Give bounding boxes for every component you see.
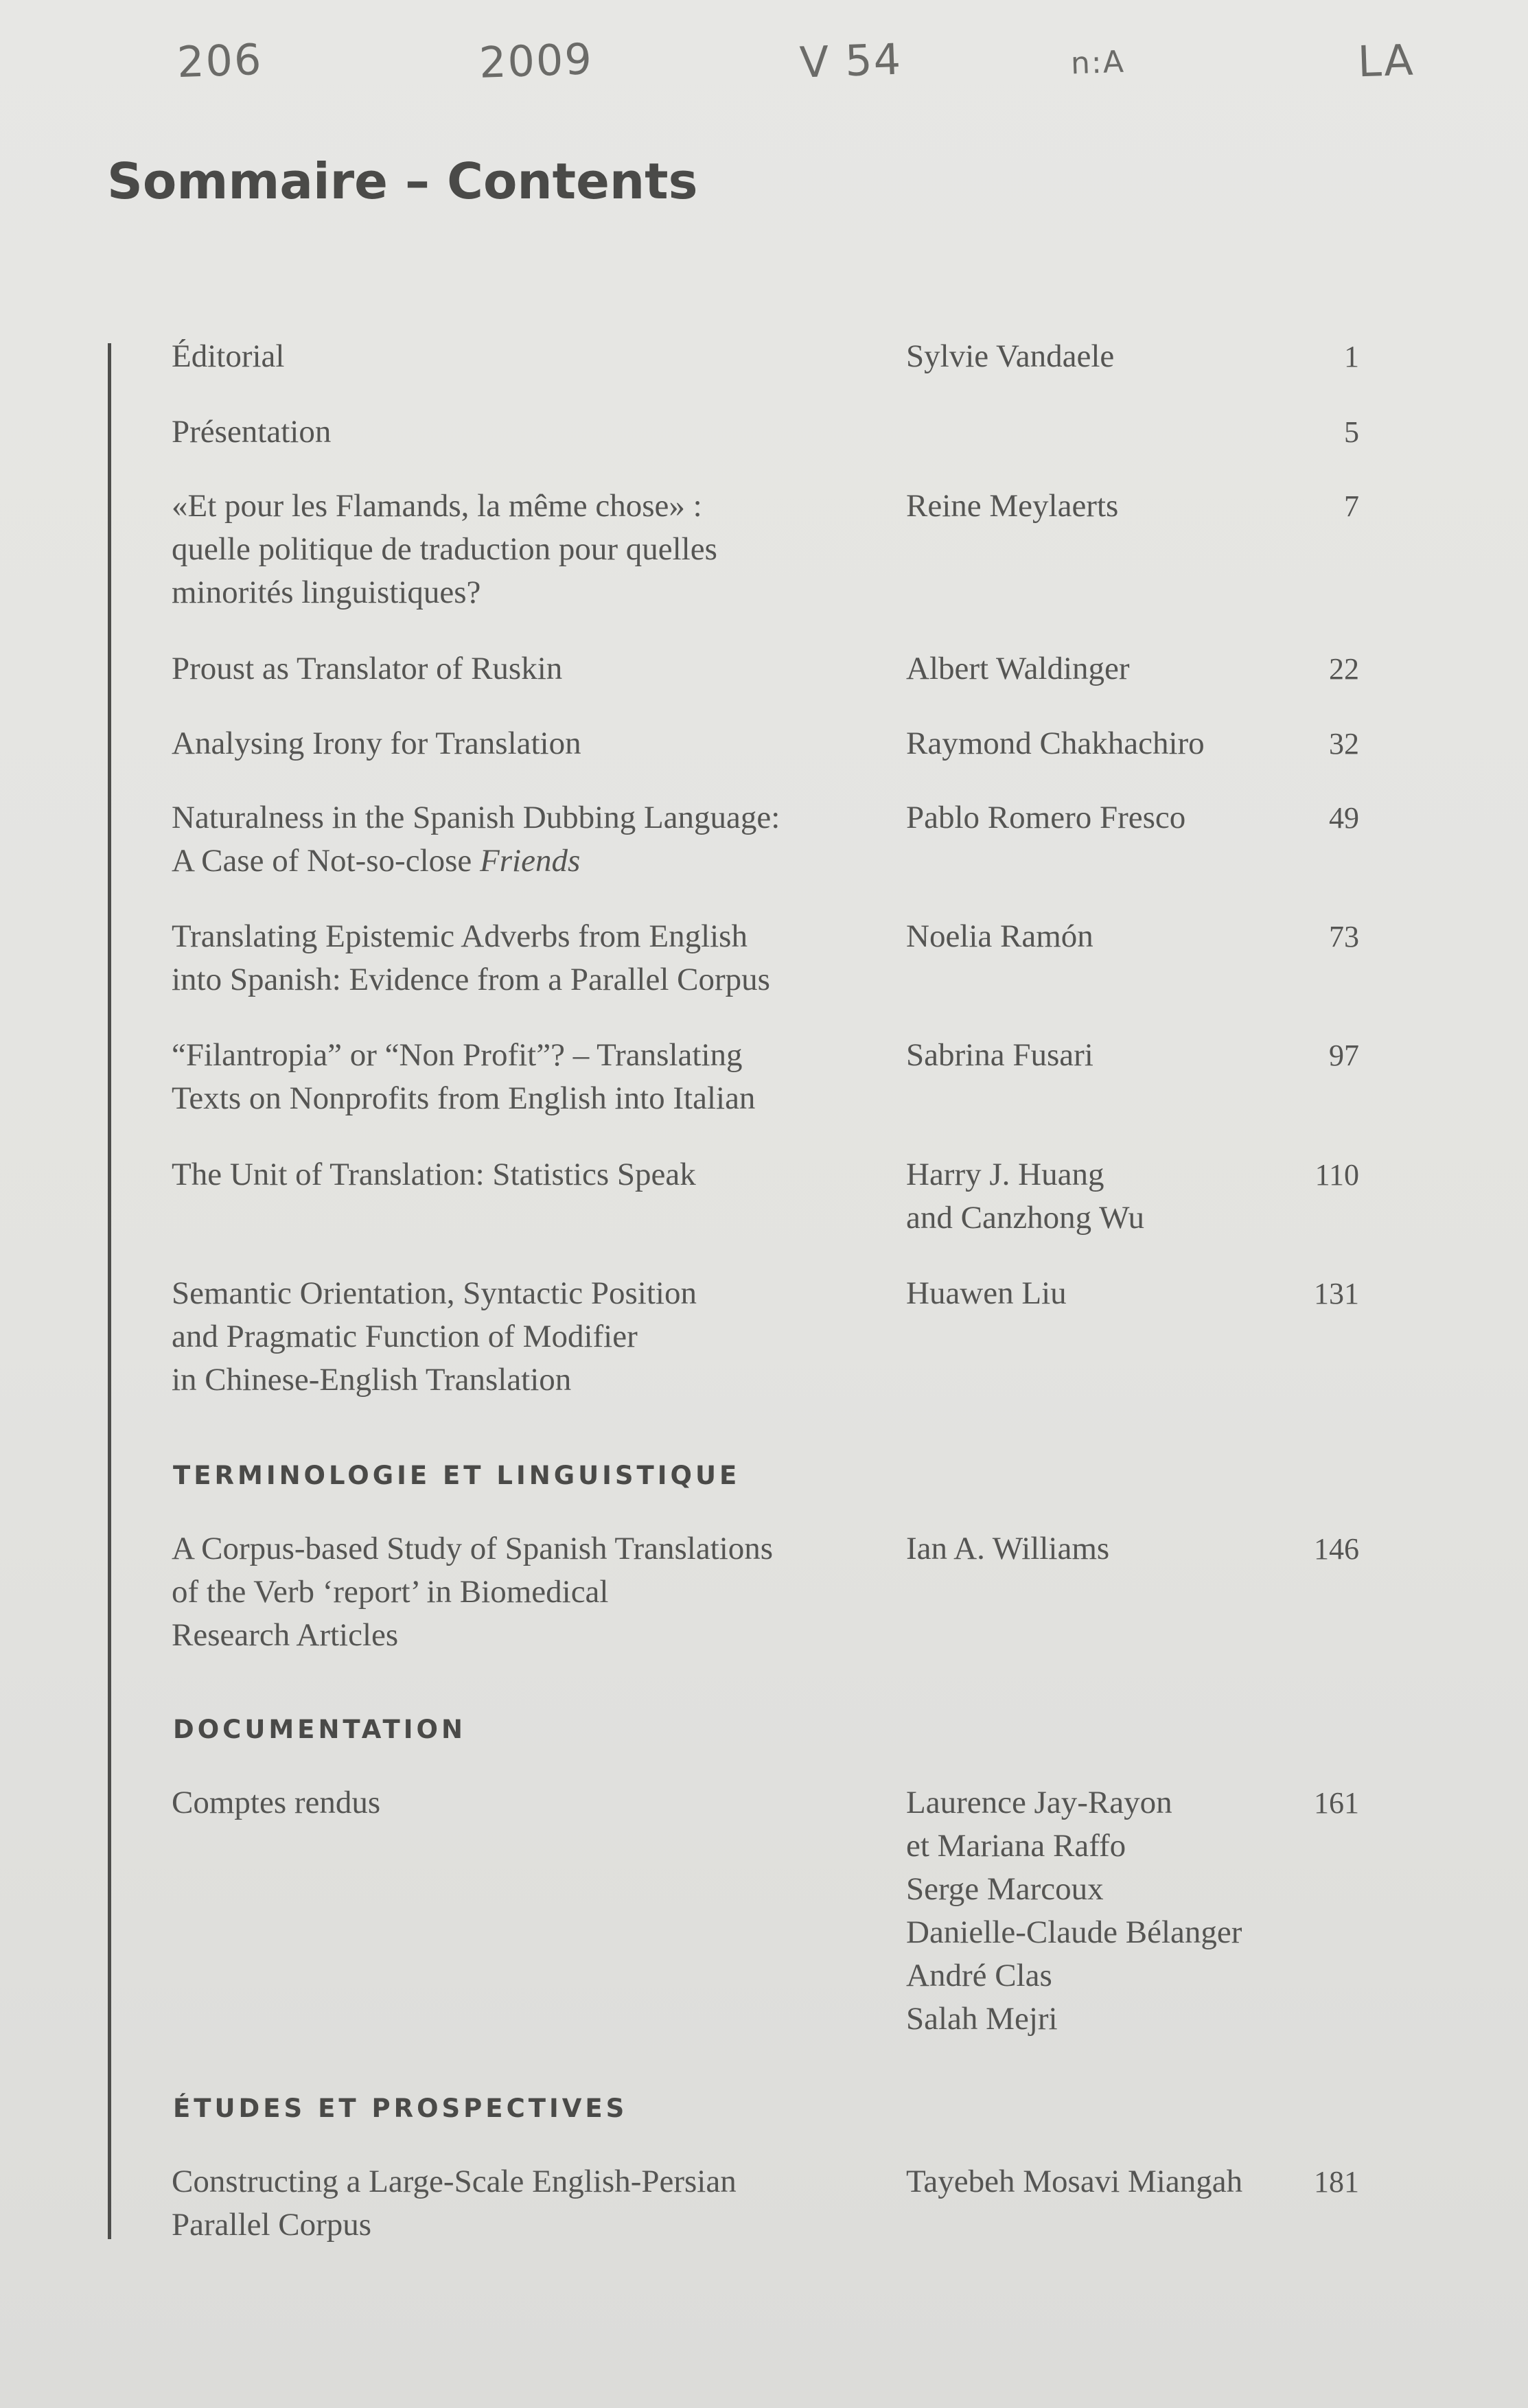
entry-authors xyxy=(906,335,1318,378)
author-name: Tayebeh Mosavi Miangah xyxy=(906,2164,1243,2199)
handwritten-mark: 2009 xyxy=(478,34,594,88)
page-number: 1 xyxy=(1344,340,1359,373)
entry-title-line: Éditorial xyxy=(172,338,285,374)
page-number: 32 xyxy=(1329,727,1359,761)
author-name: Sylvie Vandaele xyxy=(906,338,1115,374)
entry-authors xyxy=(906,1153,1318,1240)
entry-title-line: Analysing Irony for Translation xyxy=(172,726,581,761)
entry-title-line: minorités linguistiques? xyxy=(172,575,481,610)
entry-title-line: Présentation xyxy=(172,414,332,450)
author-name: Reine Meylaerts xyxy=(906,488,1119,524)
author-name: Ian A. Williams xyxy=(906,1531,1110,1566)
entry-title-line: The Unit of Translation: Statistics Speak xyxy=(172,1157,696,1192)
author-name: Harry J. Huang xyxy=(906,1157,1104,1192)
author-name: Pablo Romero Fresco xyxy=(906,800,1186,835)
page-number: 49 xyxy=(1329,801,1359,835)
entry-title-line: Parallel Corpus xyxy=(172,2207,372,2243)
entry-title xyxy=(172,1034,885,1120)
page-title: Sommaire – Contents xyxy=(107,152,698,210)
entry-title-line: «Et pour les Flamands, la même chose» : xyxy=(172,488,702,524)
section-heading-text: TERMINOLOGIE ET LINGUISTIQUE xyxy=(173,1461,741,1490)
entry-title-line: A Corpus-based Study of Spanish Translations xyxy=(172,1531,774,1566)
page-number: 161 xyxy=(1314,1786,1359,1820)
entry-authors xyxy=(906,915,1318,958)
author-name: Serge Marcoux xyxy=(906,1871,1104,1907)
entry-title-line: Texts on Nonprofits from English into Italian xyxy=(172,1080,756,1116)
entry-authors xyxy=(906,2160,1318,2203)
author-name: Laurence Jay-Rayon xyxy=(906,1785,1172,1820)
entry-authors xyxy=(906,1272,1318,1315)
entry-authors xyxy=(906,647,1318,691)
entry-title-line: Proust as Translator of Ruskin xyxy=(172,651,563,686)
entry-authors xyxy=(906,1034,1318,1077)
entry-title-line: into Spanish: Evidence from a Parallel Corpus xyxy=(172,962,770,997)
page-number: 7 xyxy=(1344,489,1359,523)
author-name: et Mariana Raffo xyxy=(906,1828,1126,1864)
page-number: 97 xyxy=(1329,1039,1359,1072)
handwritten-mark: V 54 xyxy=(798,34,903,88)
page-number: 131 xyxy=(1314,1277,1359,1310)
entry-authors xyxy=(906,722,1318,765)
entry-title-line: quelle politique de traduction pour quelles xyxy=(172,531,717,567)
entry-title-line: “Filantropia” or “Non Profit”? – Translating xyxy=(172,1037,743,1073)
entry-title-line: Comptes rendus xyxy=(172,1785,381,1820)
entry-title-line: A Case of Not-so-close Friends xyxy=(172,843,581,879)
entry-title-line: Translating Epistemic Adverbs from English xyxy=(172,918,748,954)
author-name: Noelia Ramón xyxy=(906,918,1093,954)
page-number: 73 xyxy=(1329,920,1359,953)
entry-title xyxy=(172,1272,885,1402)
page-number: 5 xyxy=(1344,415,1359,449)
author-name: and Canzhong Wu xyxy=(906,1200,1145,1236)
entry-title xyxy=(172,335,885,378)
entry-title-line: Research Articles xyxy=(172,1617,399,1653)
entry-title-line: and Pragmatic Function of Modifier xyxy=(172,1319,638,1354)
handwritten-mark: 206 xyxy=(176,34,264,88)
author-name: Huawen Liu xyxy=(906,1275,1067,1311)
page-number: 181 xyxy=(1314,2165,1359,2199)
entry-title xyxy=(172,915,885,1002)
entry-title-line: in Chinese-English Translation xyxy=(172,1362,572,1398)
entry-authors xyxy=(906,1527,1318,1571)
entry-authors xyxy=(906,485,1318,528)
entry-authors xyxy=(906,1781,1318,2041)
handwritten-mark: LA xyxy=(1356,34,1415,87)
page-number: 22 xyxy=(1329,652,1359,686)
entry-title-line: Naturalness in the Spanish Dubbing Language: xyxy=(172,800,780,835)
entry-title-line: Semantic Orientation, Syntactic Position xyxy=(172,1275,697,1311)
entry-authors xyxy=(906,796,1318,840)
entry-title xyxy=(172,722,885,765)
author-name: André Clas xyxy=(906,1958,1052,1993)
page-number: 146 xyxy=(1314,1532,1359,1566)
handwritten-mark: n:A xyxy=(1070,44,1126,82)
entry-title xyxy=(172,2160,885,2247)
entry-title-line: Constructing a Large-Scale English-Persian xyxy=(172,2164,737,2199)
author-name: Danielle-Claude Bélanger xyxy=(906,1914,1242,1950)
entry-title xyxy=(172,410,885,454)
author-name: Albert Waldinger xyxy=(906,651,1130,686)
entry-title xyxy=(172,1527,885,1657)
author-name: Salah Mejri xyxy=(906,2001,1058,2037)
entry-title xyxy=(172,485,885,614)
section-heading-text: DOCUMENTATION xyxy=(173,1715,466,1744)
entry-title xyxy=(172,796,885,883)
entry-title xyxy=(172,1781,885,1825)
author-name: Raymond Chakhachiro xyxy=(906,726,1205,761)
author-name: Sabrina Fusari xyxy=(906,1037,1093,1073)
section-heading-text: ÉTUDES ET PROSPECTIVES xyxy=(173,2094,628,2123)
entry-title xyxy=(172,647,885,691)
entry-title xyxy=(172,1153,885,1196)
page-number: 110 xyxy=(1315,1158,1359,1192)
entry-title-line: of the Verb ‘report’ in Biomedical xyxy=(172,1574,609,1610)
